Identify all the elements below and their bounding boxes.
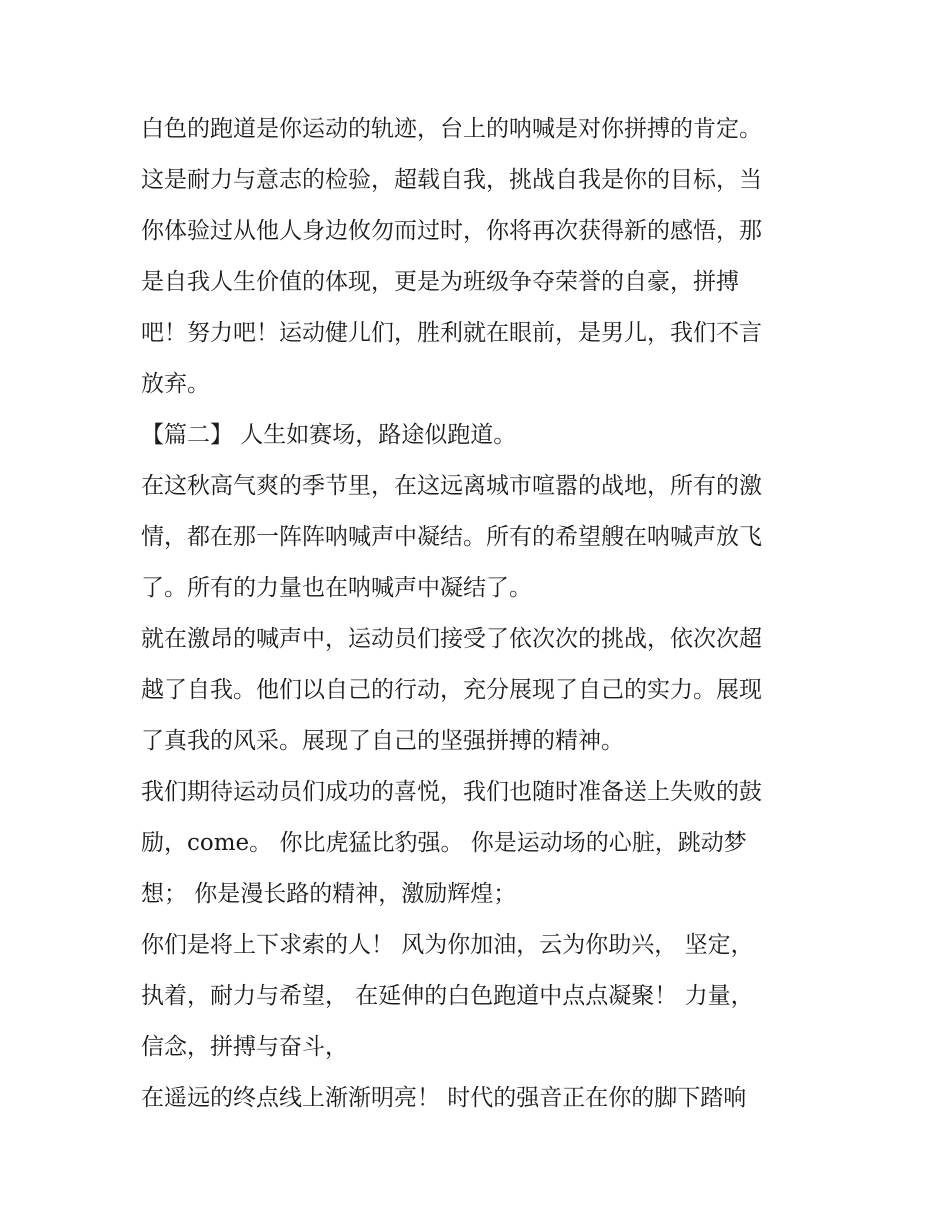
text-line: 越了自我。他们以自己的行动，充分展现了自己的实力。展现 (141, 677, 762, 703)
text-line: 在这秋高气爽的季节里，在这远离城市喧嚣的战地，所有的激 (141, 473, 762, 499)
text-line: 励，come。 你比虎猛比豹强。 你是运动场的心脏，跳动梦 (141, 830, 747, 856)
text-line: 想； 你是漫长路的精神，激励辉煌； (141, 881, 517, 907)
section-heading: 【篇二】 人生如赛场，路途似跑道。 (141, 422, 517, 448)
text-line: 了。所有的力量也在呐喊声中凝结了。 (141, 575, 532, 601)
text-line: 了真我的风采。展现了自己的坚强拼搏的精神。 (141, 728, 624, 754)
text-line: 情，都在那一阵阵呐喊声中凝结。所有的希望艘在呐喊声放飞 (141, 524, 762, 550)
text-line: 我们期待运动员们成功的喜悦，我们也随时准备送上失败的鼓 (141, 779, 762, 805)
document-page (141, 104, 821, 1124)
text-line: 放弃。 (141, 371, 210, 397)
text-line: 你体验过从他人身边攸勿而过时，你将再次获得新的感悟，那 (141, 218, 762, 244)
text-line: 白色的跑道是你运动的轨迹，台上的呐喊是对你拼搏的肯定。 (141, 116, 762, 142)
text-line: 在遥远的终点线上渐渐明亮！ 时代的强音正在你的脚下踏响 (141, 1085, 747, 1111)
text-line: 执着，耐力与希望， 在延伸的白色跑道中点点凝聚！ 力量， (141, 983, 754, 1009)
text-line: 你们是将上下求索的人！ 风为你加油，云为你助兴， 坚定， (141, 932, 754, 958)
text-line: 吧！努力吧！运动健儿们，胜利就在眼前，是男儿，我们不言 (141, 320, 762, 346)
text-line: 这是耐力与意志的检验，超载自我，挑战自我是你的目标，当 (141, 167, 762, 193)
text-line: 信念，拼搏与奋斗， (141, 1034, 348, 1060)
text-line: 就在激昂的喊声中，运动员们接受了依次次的挑战，依次次超 (141, 626, 762, 652)
text-line: 是自我人生价值的体现，更是为班级争夺荣誉的自豪，拼搏 (141, 269, 739, 295)
